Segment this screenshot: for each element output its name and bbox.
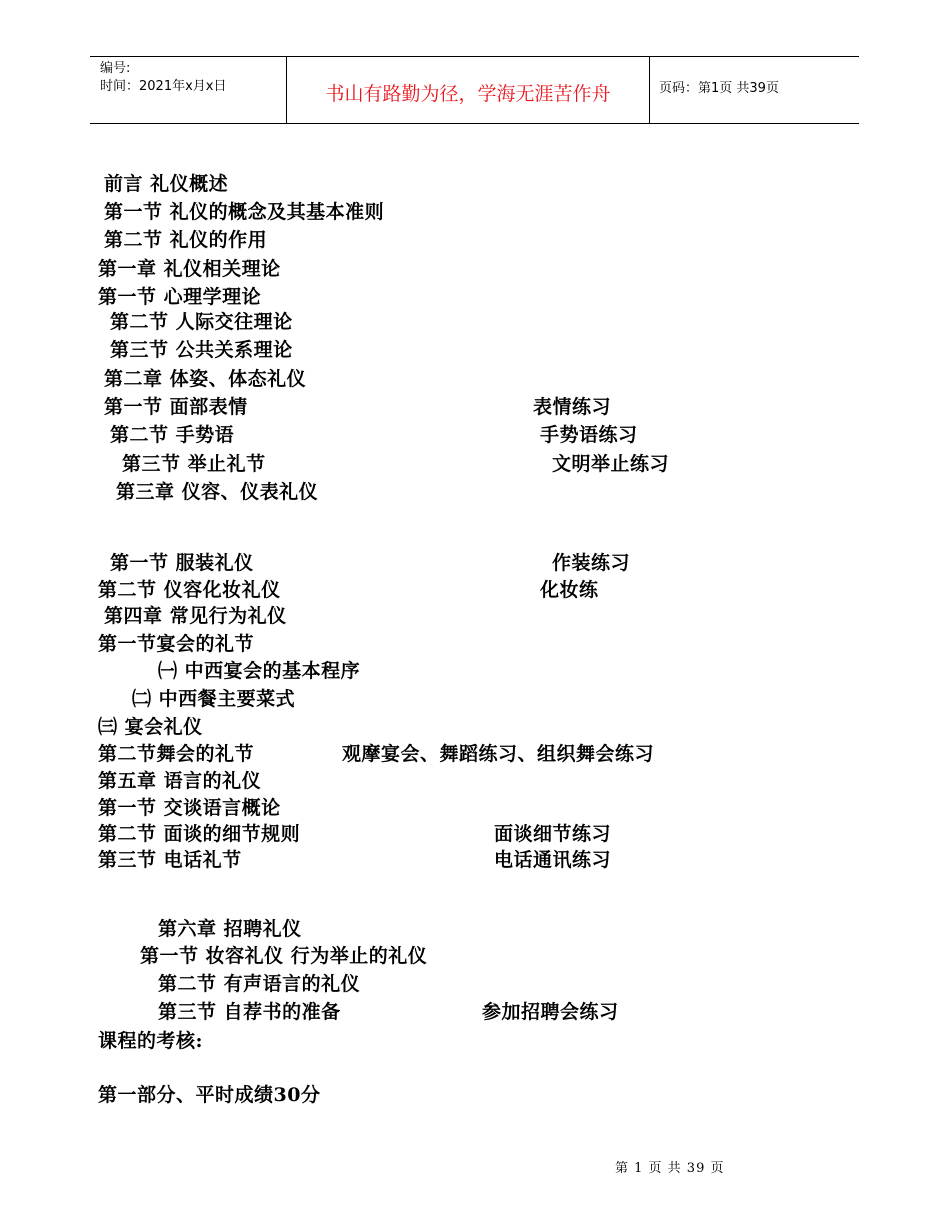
header-info-cell (90, 57, 287, 123)
toc-line: 第五章 语言的礼仪 (98, 770, 262, 792)
section-heading: 第一部分、平时成绩30分 (98, 1084, 321, 1106)
header-page-label: 页码：第1页 共39页 (659, 81, 779, 96)
toc-line: 第三节 举止礼节 (122, 453, 266, 475)
page-header (90, 56, 859, 124)
toc-line: ㈡ 中西餐主要菜式 (132, 688, 296, 710)
exercise-label: 文明举止练习 (552, 453, 670, 475)
section-heading: 课程的考核: (98, 1030, 204, 1052)
toc-line: 第三节 自荐书的准备 (158, 1001, 341, 1023)
toc-line: 第二节 手势语 (110, 424, 235, 446)
toc-line: 第二节 仪容化妆礼仪 (98, 579, 281, 601)
toc-line: 第二节 礼仪的作用 (104, 229, 268, 251)
exercise-label: 作装练习 (552, 552, 631, 574)
toc-line: 第二节舞会的礼节 (98, 743, 255, 765)
toc-line: 第六章 招聘礼仪 (158, 918, 302, 940)
toc-line: 第一节宴会的礼节 (98, 633, 255, 655)
exercise-label: 化妆练 (540, 579, 599, 601)
header-motto-cell (287, 57, 650, 123)
exercise-label: 电话通讯练习 (494, 849, 612, 871)
toc-line: 第一节 面部表情 (104, 396, 248, 418)
header-page-cell (650, 57, 859, 123)
header-motto: 书山有路勤为径，学海无涯苦作舟 (325, 83, 611, 105)
toc-line: 第四章 常见行为礼仪 (104, 605, 287, 627)
document-number-label: 编号: (100, 61, 131, 76)
page-footer: 第 1 页 共 39 页 (615, 1161, 725, 1176)
document-time-label: 时间：2021年x月x日 (100, 79, 227, 94)
toc-line: 第一节 服装礼仪 (110, 552, 254, 574)
toc-line: 第二节 有声语言的礼仪 (158, 973, 361, 995)
toc-line: 第一节 交谈语言概论 (98, 797, 281, 819)
toc-line: 第三节 公共关系理论 (110, 339, 293, 361)
exercise-label: 表情练习 (533, 396, 612, 418)
exercise-label: 参加招聘会练习 (482, 1001, 619, 1023)
toc-line: 第三章 仪容、仪表礼仪 (116, 481, 319, 503)
toc-line: 第二章 体姿、体态礼仪 (104, 368, 307, 390)
toc-line: 第二节 人际交往理论 (110, 311, 293, 333)
toc-line: 前言 礼仪概述 (104, 173, 229, 195)
toc-line: 第一节 心理学理论 (98, 286, 262, 308)
toc-line: ㈢ 宴会礼仪 (98, 716, 203, 738)
toc-line: 第一章 礼仪相关理论 (98, 258, 281, 280)
toc-line: 第三节 电话礼节 (98, 849, 242, 871)
exercise-label: 观摩宴会、舞蹈练习、组织舞会练习 (342, 743, 655, 765)
toc-line: 第二节 面谈的细节规则 (98, 823, 301, 845)
toc-line: ㈠ 中西宴会的基本程序 (158, 660, 361, 682)
toc-line: 第一节 妆容礼仪 行为举止的礼仪 (140, 945, 428, 967)
exercise-label: 面谈细节练习 (494, 823, 612, 845)
toc-line: 第一节 礼仪的概念及其基本准则 (104, 201, 385, 223)
exercise-label: 手势语练习 (540, 424, 638, 446)
